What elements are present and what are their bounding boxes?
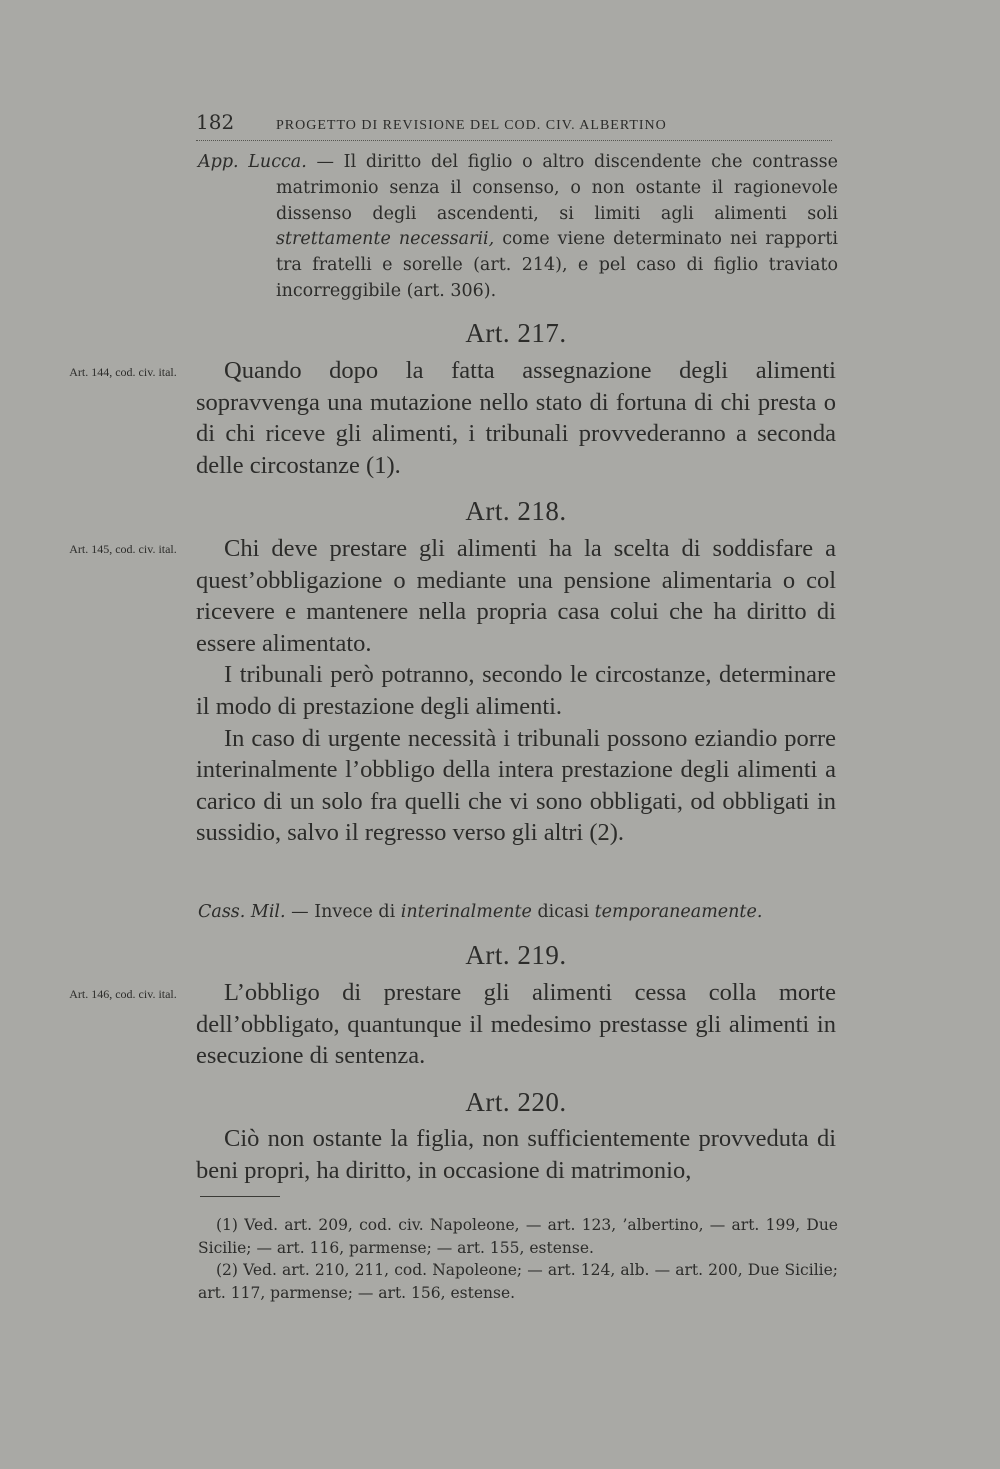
article-heading: Art. 220. [465,1087,567,1117]
footnote-rule [200,1196,280,1197]
article-body [196,1123,836,1186]
article-paragraph: In caso di urgente necessità i tribunali possono eziandio porre interinalmente l’obbligo della intera prestazione degli alimenti a carico di un solo fra quelli che vi sono obbligati, od obbligati in sussidio, salvo il regresso verso gli altri (2). [196,724,836,847]
article-paragraph: L’obbligo di prestare gli alimenti cessa colla morte dell’obbligato, quantunque il medesimo prestasse gli alimenti in esecuzione di sentenza. [196,979,836,1070]
footnotes [198,1214,838,1304]
note-source-label: Cass. Mil. [198,902,286,922]
article-paragraph: Ciò non ostante la figlia, non sufficientemente provveduta di beni propri, ha diritto, in occasione di matrimonio, [196,1125,836,1184]
article-paragraph: Quando dopo la fatta assegnazione degli alimenti sopravvenga una mutazione nello stato di fortuna di chi presta o di chi riceve gli alimenti, i tribunali provvederanno a seconda delle circostanze (1). [196,357,836,479]
article-body [196,977,836,1072]
margin-reference: Art. 145, cod. civ. ital. [69,542,177,556]
note-text-part: dicasi [531,902,595,922]
appellate-note [198,150,838,305]
margin-reference: Art. 146, cod. civ. ital. [69,987,177,1001]
article-heading: Art. 219. [465,940,567,970]
note-italic-text: temporaneamente. [594,902,763,922]
footnote: (1) Ved. art. 209, cod. civ. Napoleone, — art. 123, ’albertino, — art. 199, Due Sicilie; — art. 116, parmense; — art. 155, estense. [198,1216,838,1257]
note-source-label: App. Lucca. [198,152,307,172]
footnote: (2) Ved. art. 210, 211, cod. Napoleone; — art. 124, alb. — art. 200, Due Sicilie; art. 117, parmense; — art. 156, estense. [198,1261,838,1302]
note-text-part: — Invece di [285,902,401,922]
page-number: 182 [196,110,235,134]
margin-reference: Art. 144, cod. civ. ital. [69,365,177,379]
note-italic-text: interinalmente [400,902,532,922]
cassation-note [198,900,838,926]
note-text-part: come viene determinato nei rapporti tra fratelli e sorelle (art. 214), e pel caso di figlio traviato incorreggibile (art. 306). [276,229,838,301]
article-body [196,533,836,849]
article-body [196,355,836,481]
note-italic-text: strettamente necessarii, [276,229,495,250]
note-text-part: — Il diritto del figlio o altro discendente che contrasse matrimonio senza il consenso, o non ostante il ragionevole dissenso degli ascendenti, si limiti agli alimenti soli [276,152,838,224]
article-heading: Art. 218. [465,496,567,526]
article-paragraph: Chi deve prestare gli alimenti ha la scelta di soddisfare a quest’obbligazione o mediante una pensione alimentaria o col ricevere e mantenere nella propria casa colui che ha diritto di essere alimentato. [196,535,836,657]
article-paragraph: I tribunali però potranno, secondo le circostanze, determinare il modo di prestazione degli alimenti. [196,661,836,720]
page-header [196,110,832,141]
running-title: PROGETTO DI REVISIONE DEL COD. CIV. ALBERTINO [276,118,667,133]
article-heading: Art. 217. [465,318,567,348]
